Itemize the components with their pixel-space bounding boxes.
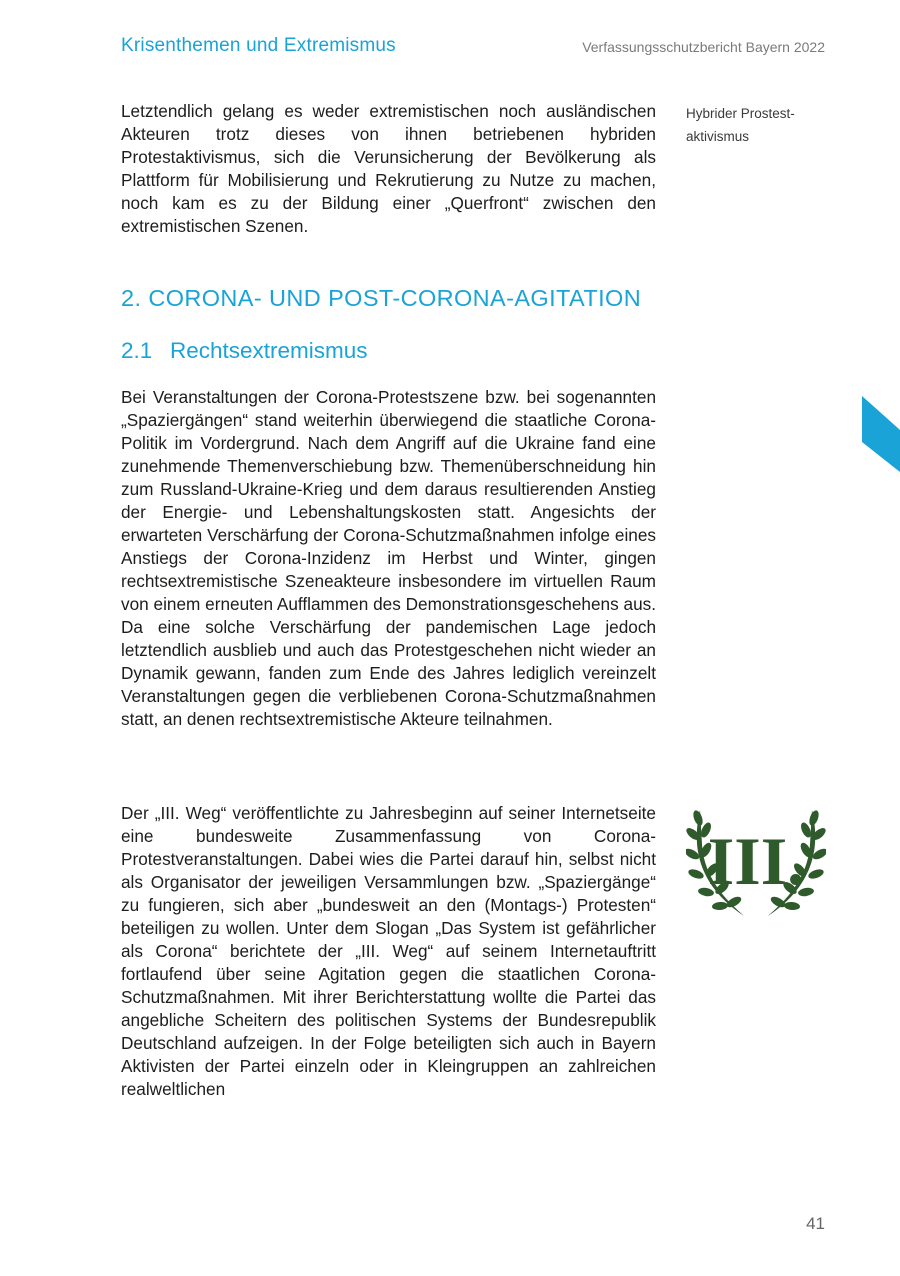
paragraph-corona-protests: Bei Veranstaltungen der Corona-Protestszene bzw. bei sogenannten „Spaziergängen“ stand weiterhin überwiegend die staatliche Corona-Politik im Vordergrund. Nach dem Angriff auf die Ukraine fand eine zunehmende Themenverschiebung bzw. Themenüberschneidung hin zum Russland-Ukraine-Krieg und dem daraus resultierenden Anstieg der Energie- und Lebenshaltungskosten statt. Angesichts der erwarteten Verschärfung der Corona-Schutzmaßnahmen infolge eines Anstiegs der Corona-Inzidenz im Herbst und Winter, gingen rechtsextremistische Szeneakteure insbesondere im virtuellen Raum von einem erneuten Aufflammen des Demonstrationsgeschehens aus. Da eine solche Verschärfung der pandemischen Lage jedoch letztendlich ausblieb und auch das Protestgeschehen nicht wieder an Dynamik gewann, fanden zum Ende des Jahres lediglich vereinzelt Veranstaltungen gegen die verbliebenen Corona-Schutzmaßnahmen statt, an denen rechtsextremistische Akteure teilnahmen. — [121, 387, 656, 729]
subsection-number: 2.1 — [121, 338, 153, 363]
section-heading: 2. CORONA- UND POST-CORONA-AGITATION — [121, 285, 642, 311]
subsection-heading — [121, 338, 368, 364]
paragraph-iii-weg: Der „III. Weg“ veröffentlichte zu Jahresbeginn auf seiner Internetseite eine bundesweite Zusammenfassung von Corona-Protestveranstaltungen. Dabei wies die Partei darauf hin, selbst nicht als Organisator der jeweiligen Versammlungen bzw. „Spaziergänge“ zu fungieren, sich aber „bundesweit an den (Montags-) Protesten“ beteiligen zu wollen. Unter dem Slogan „Das System ist gefährlicher als Corona“ berichtete der „III. Weg“ auf seinem Internetauftritt fortlaufend über seine Agitation gegen die staatlichen Corona-Schutzmaßnahmen. Mit ihrer Berichterstattung wollte die Partei das angebliche Scheitern des politischen Systems der Bundesrepublik Deutschland aufzeigen. In der Folge beteiligten sich auch in Bayern Aktivisten der Partei einzeln oder in Kleingruppen an zahlreichen realweltlichen — [121, 803, 656, 1099]
paragraph-querfront: Letztendlich gelang es weder extremistischen noch ausländischen Akteuren trotz dieses von ihnen betriebenen hybriden Protestaktivismus, sich die Verunsicherung der Bevölkerung als Plattform für Mobilisierung und Rekrutierung zu Nutze zu machen, noch kam es zu der Bildung einer „Querfront“ zwischen den extremistischen Szenen. — [121, 101, 656, 236]
iii-weg-laurel-logo — [686, 804, 826, 922]
page-number: 41 — [806, 1214, 825, 1233]
running-header-section: Krisenthemen und Extremismus — [121, 35, 396, 56]
logo-text: III. — [707, 823, 805, 899]
margin-note-line-1: Hybrider Prostest- — [686, 106, 795, 121]
running-header-publication: Verfassungsschutzbericht Bayern 2022 — [582, 39, 825, 55]
margin-note — [686, 102, 826, 148]
margin-note-line-2: aktivismus — [686, 129, 750, 144]
chapter-tab-marker — [862, 396, 900, 472]
subsection-title: Rechtsextremismus — [170, 338, 368, 363]
